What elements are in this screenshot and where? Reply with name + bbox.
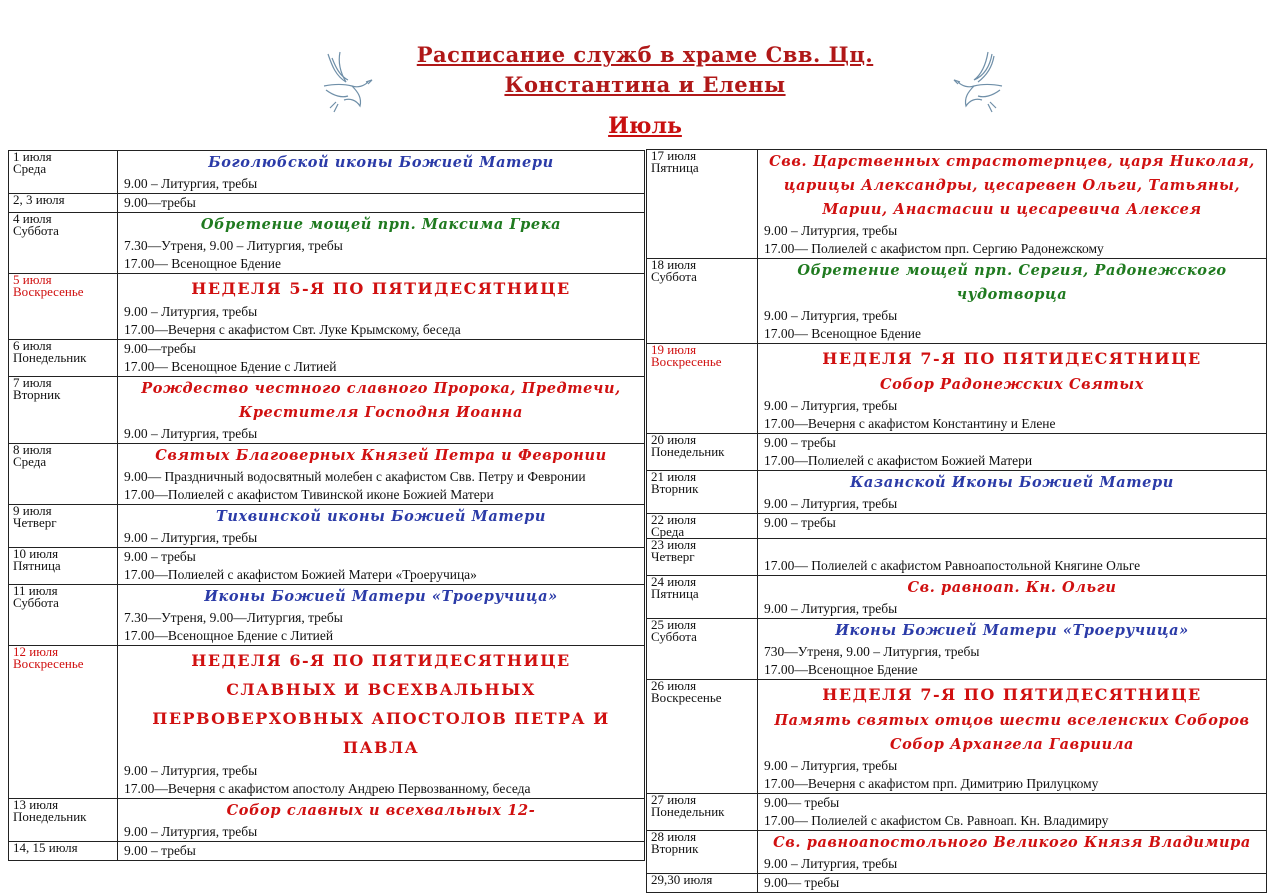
date-cell — [647, 150, 758, 259]
weekday-label: Вторник — [13, 387, 61, 402]
service-line: 17.00—Полиелей с акафистом Тивинской иконе Божией Матери — [124, 487, 494, 502]
schedule-row — [647, 680, 1267, 794]
service-line: 17.00—Вечерня с акафистом Константину и Елене — [764, 416, 1056, 431]
date-label: 20 июля — [651, 432, 697, 447]
schedule-table-right — [646, 149, 1267, 893]
content-cell — [758, 150, 1267, 259]
date-cell — [9, 213, 118, 274]
date-cell — [9, 548, 118, 585]
feast-title: Собор Архангела Гавриила — [889, 736, 1135, 753]
date-label: 14, 15 июля — [13, 840, 78, 855]
weekday-label: Вторник — [651, 841, 699, 856]
dove-icon — [948, 46, 1008, 116]
service-line: 9.00— Праздничный водосвятный молебен с акафистом Свв. Петру и Февронии — [124, 469, 586, 484]
weekday-label: Среда — [651, 524, 685, 539]
weekday-label: Суббота — [13, 223, 59, 238]
date-label: 10 июля — [13, 546, 59, 561]
date-cell — [647, 539, 758, 576]
date-cell — [9, 799, 118, 842]
weekday-label: Понедельник — [651, 444, 725, 459]
date-cell — [9, 340, 118, 377]
service-line: 9.00 – требы — [124, 843, 196, 858]
service-line: 9.00 – Литургия, требы — [764, 856, 898, 871]
date-cell — [9, 444, 118, 505]
weekday-label: Суббота — [651, 629, 697, 644]
content-cell — [758, 831, 1267, 874]
date-label: 9 июля — [13, 503, 52, 518]
date-cell — [647, 471, 758, 514]
schedule-row — [9, 444, 645, 505]
feast-title: СЛАВНЫХ И ВСЕХВАЛЬНЫХ ПЕРВОВЕРХОВНЫХ АПОСТОЛОВ ПЕТРА И ПАВЛА — [152, 680, 610, 757]
date-cell — [9, 194, 118, 213]
service-line: 9.00 – Литургия, требы — [124, 176, 258, 191]
feast-title: Казанской Иконы Божией Матери — [850, 474, 1174, 491]
content-cell — [758, 619, 1267, 680]
date-cell — [9, 585, 118, 646]
date-cell — [647, 514, 758, 539]
service-line: 9.00—требы — [124, 195, 196, 210]
date-label: 25 июля — [651, 617, 697, 632]
content-cell — [118, 646, 645, 799]
weekday-label: Четверг — [651, 549, 695, 564]
service-line: 17.00— Полиелей с акафистом Равноапостольной Княгине Ольге — [764, 558, 1141, 573]
weekday-label: Среда — [13, 161, 47, 176]
weekday-label: Пятница — [651, 160, 699, 175]
service-line: 17.00— Полиелей с акафистом Св. Равноап. Кн. Владимиру — [764, 813, 1109, 828]
content-cell — [758, 514, 1267, 539]
content-cell — [758, 576, 1267, 619]
content-cell — [118, 585, 645, 646]
feast-title: Боголюбской иконы Божией Матери — [208, 154, 554, 171]
schedule-row — [9, 340, 645, 377]
feast-title: НЕДЕЛЯ 7-Я ПО ПЯТИДЕСЯТНИЦЕ — [822, 685, 1202, 704]
schedule-row — [647, 874, 1267, 893]
content-cell — [758, 874, 1267, 893]
date-label: 11 июля — [13, 583, 58, 598]
schedule-row — [9, 274, 645, 340]
content-cell — [118, 799, 645, 842]
feast-title: Св. равноап. Кн. Ольги — [907, 579, 1117, 596]
weekday-label: Вторник — [651, 481, 699, 496]
service-line: 7.30—Утреня, 9.00 – Литургия, требы — [124, 238, 343, 253]
service-line: 9.00 – требы — [124, 549, 196, 564]
date-cell — [647, 619, 758, 680]
content-cell — [118, 213, 645, 274]
weekday-label: Воскресенье — [651, 690, 722, 705]
service-line: 17.00— Всенощное Бдение с Литией — [124, 359, 337, 374]
schedule-row — [647, 794, 1267, 831]
date-label: 24 июля — [651, 574, 697, 589]
service-line: 17.00— Всенощное Бдение — [764, 326, 921, 341]
service-line: 17.00—Всенощное Бдение с Литией — [124, 628, 334, 643]
weekday-label: Среда — [13, 454, 47, 469]
feast-title: Рождество честного славного Пророка, Предтечи, Крестителя Господня Иоанна — [141, 380, 621, 421]
schedule-row — [647, 539, 1267, 576]
weekday-label: Суббота — [13, 595, 59, 610]
feast-title: Св. равноапостольного Великого Князя Владимира — [773, 834, 1251, 851]
service-line: 17.00—Вечерня с акафистом прп. Димитрию Прилуцкому — [764, 776, 1099, 791]
date-cell — [647, 831, 758, 874]
service-line: 9.00 – Литургия, требы — [764, 223, 898, 238]
feast-title: Память святых отцов шести вселенских Соборов — [774, 712, 1250, 729]
weekday-label: Пятница — [13, 558, 61, 573]
feast-title: Обретение мощей прп. Максима Грека — [200, 216, 562, 233]
feast-title: Иконы Божией Матери «Троеручица» — [204, 588, 558, 605]
feast-title: Свв. Царственных страстотерпцев, царя Николая, царицы Александры, цесаревен Ольги, Татьяны, Марии, Анастасии и цесаревича Алексея — [769, 153, 1255, 218]
date-cell — [647, 680, 758, 794]
content-cell — [118, 151, 645, 194]
date-label: 19 июля — [651, 342, 697, 357]
weekday-label: Пятница — [651, 586, 699, 601]
schedule-row — [647, 259, 1267, 344]
content-cell — [758, 434, 1267, 471]
content-cell — [758, 471, 1267, 514]
content-cell — [118, 377, 645, 444]
feast-title: Собор Радонежских Святых — [880, 376, 1144, 393]
weekday-label: Понедельник — [651, 804, 725, 819]
schedule-header — [0, 0, 1280, 150]
weekday-label: Четверг — [13, 515, 57, 530]
date-cell — [9, 151, 118, 194]
service-line: 17.00—Полиелей с акафистом Божией Матери — [764, 453, 1033, 468]
date-label: 2, 3 июля — [13, 192, 65, 207]
service-line: 17.00—Полиелей с акафистом Божией Матери «Троеручица» — [124, 567, 477, 582]
date-label: 1 июля — [13, 149, 52, 164]
feast-title: Обретение мощей прп. Сергия, Радонежского чудотворца — [797, 262, 1227, 303]
schedule-title: Расписание служб в храме Свв. Цц. — [416, 42, 874, 67]
content-cell — [758, 794, 1267, 831]
feast-title: Тихвинской иконы Божией Матери — [216, 508, 546, 525]
weekday-label: Воскресенье — [13, 284, 84, 299]
schedule-row — [647, 471, 1267, 514]
service-line: 9.00 – Литургия, требы — [764, 758, 898, 773]
schedule-row — [9, 377, 645, 444]
schedule-row — [647, 514, 1267, 539]
date-cell — [9, 842, 118, 861]
service-line: 9.00 – Литургия, требы — [124, 304, 258, 319]
content-cell — [118, 194, 645, 213]
service-line: 9.00 – Литургия, требы — [124, 530, 258, 545]
service-line: 17.00—Вечерня с акафистом апостолу Андрею Первозванному, беседа — [124, 781, 531, 796]
content-cell — [118, 505, 645, 548]
service-line: 9.00 – Литургия, требы — [124, 426, 258, 441]
date-label: 6 июля — [13, 338, 52, 353]
schedule-row — [9, 842, 645, 861]
feast-title: НЕДЕЛЯ 7-Я ПО ПЯТИДЕСЯТНИЦЕ — [822, 349, 1202, 368]
schedule-row — [9, 151, 645, 194]
date-cell — [9, 377, 118, 444]
schedule-row — [9, 505, 645, 548]
church-name: Константина и Елены — [504, 72, 786, 97]
content-cell — [758, 259, 1267, 344]
weekday-label: Понедельник — [13, 809, 87, 824]
schedule-row — [647, 619, 1267, 680]
date-cell — [9, 646, 118, 799]
date-cell — [647, 344, 758, 434]
service-line: 9.00— требы — [764, 795, 840, 810]
service-line: 9.00 – Литургия, требы — [764, 308, 898, 323]
feast-title: Собор славных и всехвальных 12- — [226, 802, 536, 819]
schedule-row — [9, 646, 645, 799]
content-cell — [758, 539, 1267, 576]
month-heading: Июль — [608, 113, 682, 139]
date-cell — [647, 259, 758, 344]
service-line: 9.00 – требы — [764, 515, 836, 530]
content-cell — [118, 444, 645, 505]
service-line: 9.00 – Литургия, требы — [124, 824, 258, 839]
service-line: 9.00 – Литургия, требы — [124, 763, 258, 778]
date-cell — [9, 274, 118, 340]
service-line: 9.00 – Литургия, требы — [764, 398, 898, 413]
date-label: 12 июля — [13, 644, 59, 659]
feast-title: НЕДЕЛЯ 6-Я ПО ПЯТИДЕСЯТНИЦЕ — [191, 651, 571, 670]
date-label: 26 июля — [651, 678, 697, 693]
service-line: 9.00— требы — [764, 875, 840, 890]
service-line: 7.30—Утреня, 9.00—Литургия, требы — [124, 610, 343, 625]
weekday-label: Суббота — [651, 269, 697, 284]
content-cell — [118, 340, 645, 377]
feast-title: НЕДЕЛЯ 5-Я ПО ПЯТИДЕСЯТНИЦЕ — [191, 279, 571, 298]
schedule-row — [9, 213, 645, 274]
schedule-table-left — [8, 150, 645, 861]
service-line: 9.00 – Литургия, требы — [764, 601, 898, 616]
content-cell — [118, 274, 645, 340]
service-line: 17.00—Вечерня с акафистом Свт. Луке Крымскому, беседа — [124, 322, 461, 337]
date-label: 22 июля — [651, 512, 697, 527]
date-label: 18 июля — [651, 257, 697, 272]
date-label: 21 июля — [651, 469, 697, 484]
content-cell — [758, 344, 1267, 434]
date-cell — [9, 505, 118, 548]
date-cell — [647, 794, 758, 831]
date-label: 23 июля — [651, 537, 697, 552]
schedule-row — [9, 194, 645, 213]
schedule-row — [647, 831, 1267, 874]
date-label: 17 июля — [651, 148, 697, 163]
weekday-label: Воскресенье — [651, 354, 722, 369]
content-cell — [118, 548, 645, 585]
service-line: 9.00 – Литургия, требы — [764, 496, 898, 511]
schedule-row — [9, 799, 645, 842]
schedule-row — [647, 150, 1267, 259]
schedule-row — [647, 576, 1267, 619]
service-line: 9.00—требы — [124, 341, 196, 356]
service-line: 17.00— Полиелей с акафистом прп. Сергию Радонежскому — [764, 241, 1104, 256]
date-label: 13 июля — [13, 797, 59, 812]
weekday-label: Воскресенье — [13, 656, 84, 671]
service-line: 730—Утреня, 9.00 – Литургия, требы — [764, 644, 980, 659]
content-cell — [118, 842, 645, 861]
feast-title: Святых Благоверных Князей Петра и Февронии — [155, 447, 607, 464]
schedule-row — [9, 548, 645, 585]
date-label: 4 июля — [13, 211, 52, 226]
feast-title: Иконы Божией Матери «Троеручица» — [835, 622, 1189, 639]
service-line: 17.00—Всенощное Бдение — [764, 662, 918, 677]
date-label: 7 июля — [13, 375, 52, 390]
service-line: 9.00 – требы — [764, 435, 836, 450]
date-label: 28 июля — [651, 829, 697, 844]
service-line: 17.00— Всенощное Бдение — [124, 256, 281, 271]
schedule-row — [647, 434, 1267, 471]
date-label: 8 июля — [13, 442, 52, 457]
date-cell — [647, 434, 758, 471]
date-label: 29,30 июля — [651, 872, 713, 887]
date-cell — [647, 874, 758, 893]
content-cell — [758, 680, 1267, 794]
schedule-row — [9, 585, 645, 646]
service-line — [758, 539, 1266, 557]
weekday-label: Понедельник — [13, 350, 87, 365]
date-label: 27 июля — [651, 792, 697, 807]
schedule-row — [647, 344, 1267, 434]
date-cell — [647, 576, 758, 619]
date-label: 5 июля — [13, 272, 52, 287]
